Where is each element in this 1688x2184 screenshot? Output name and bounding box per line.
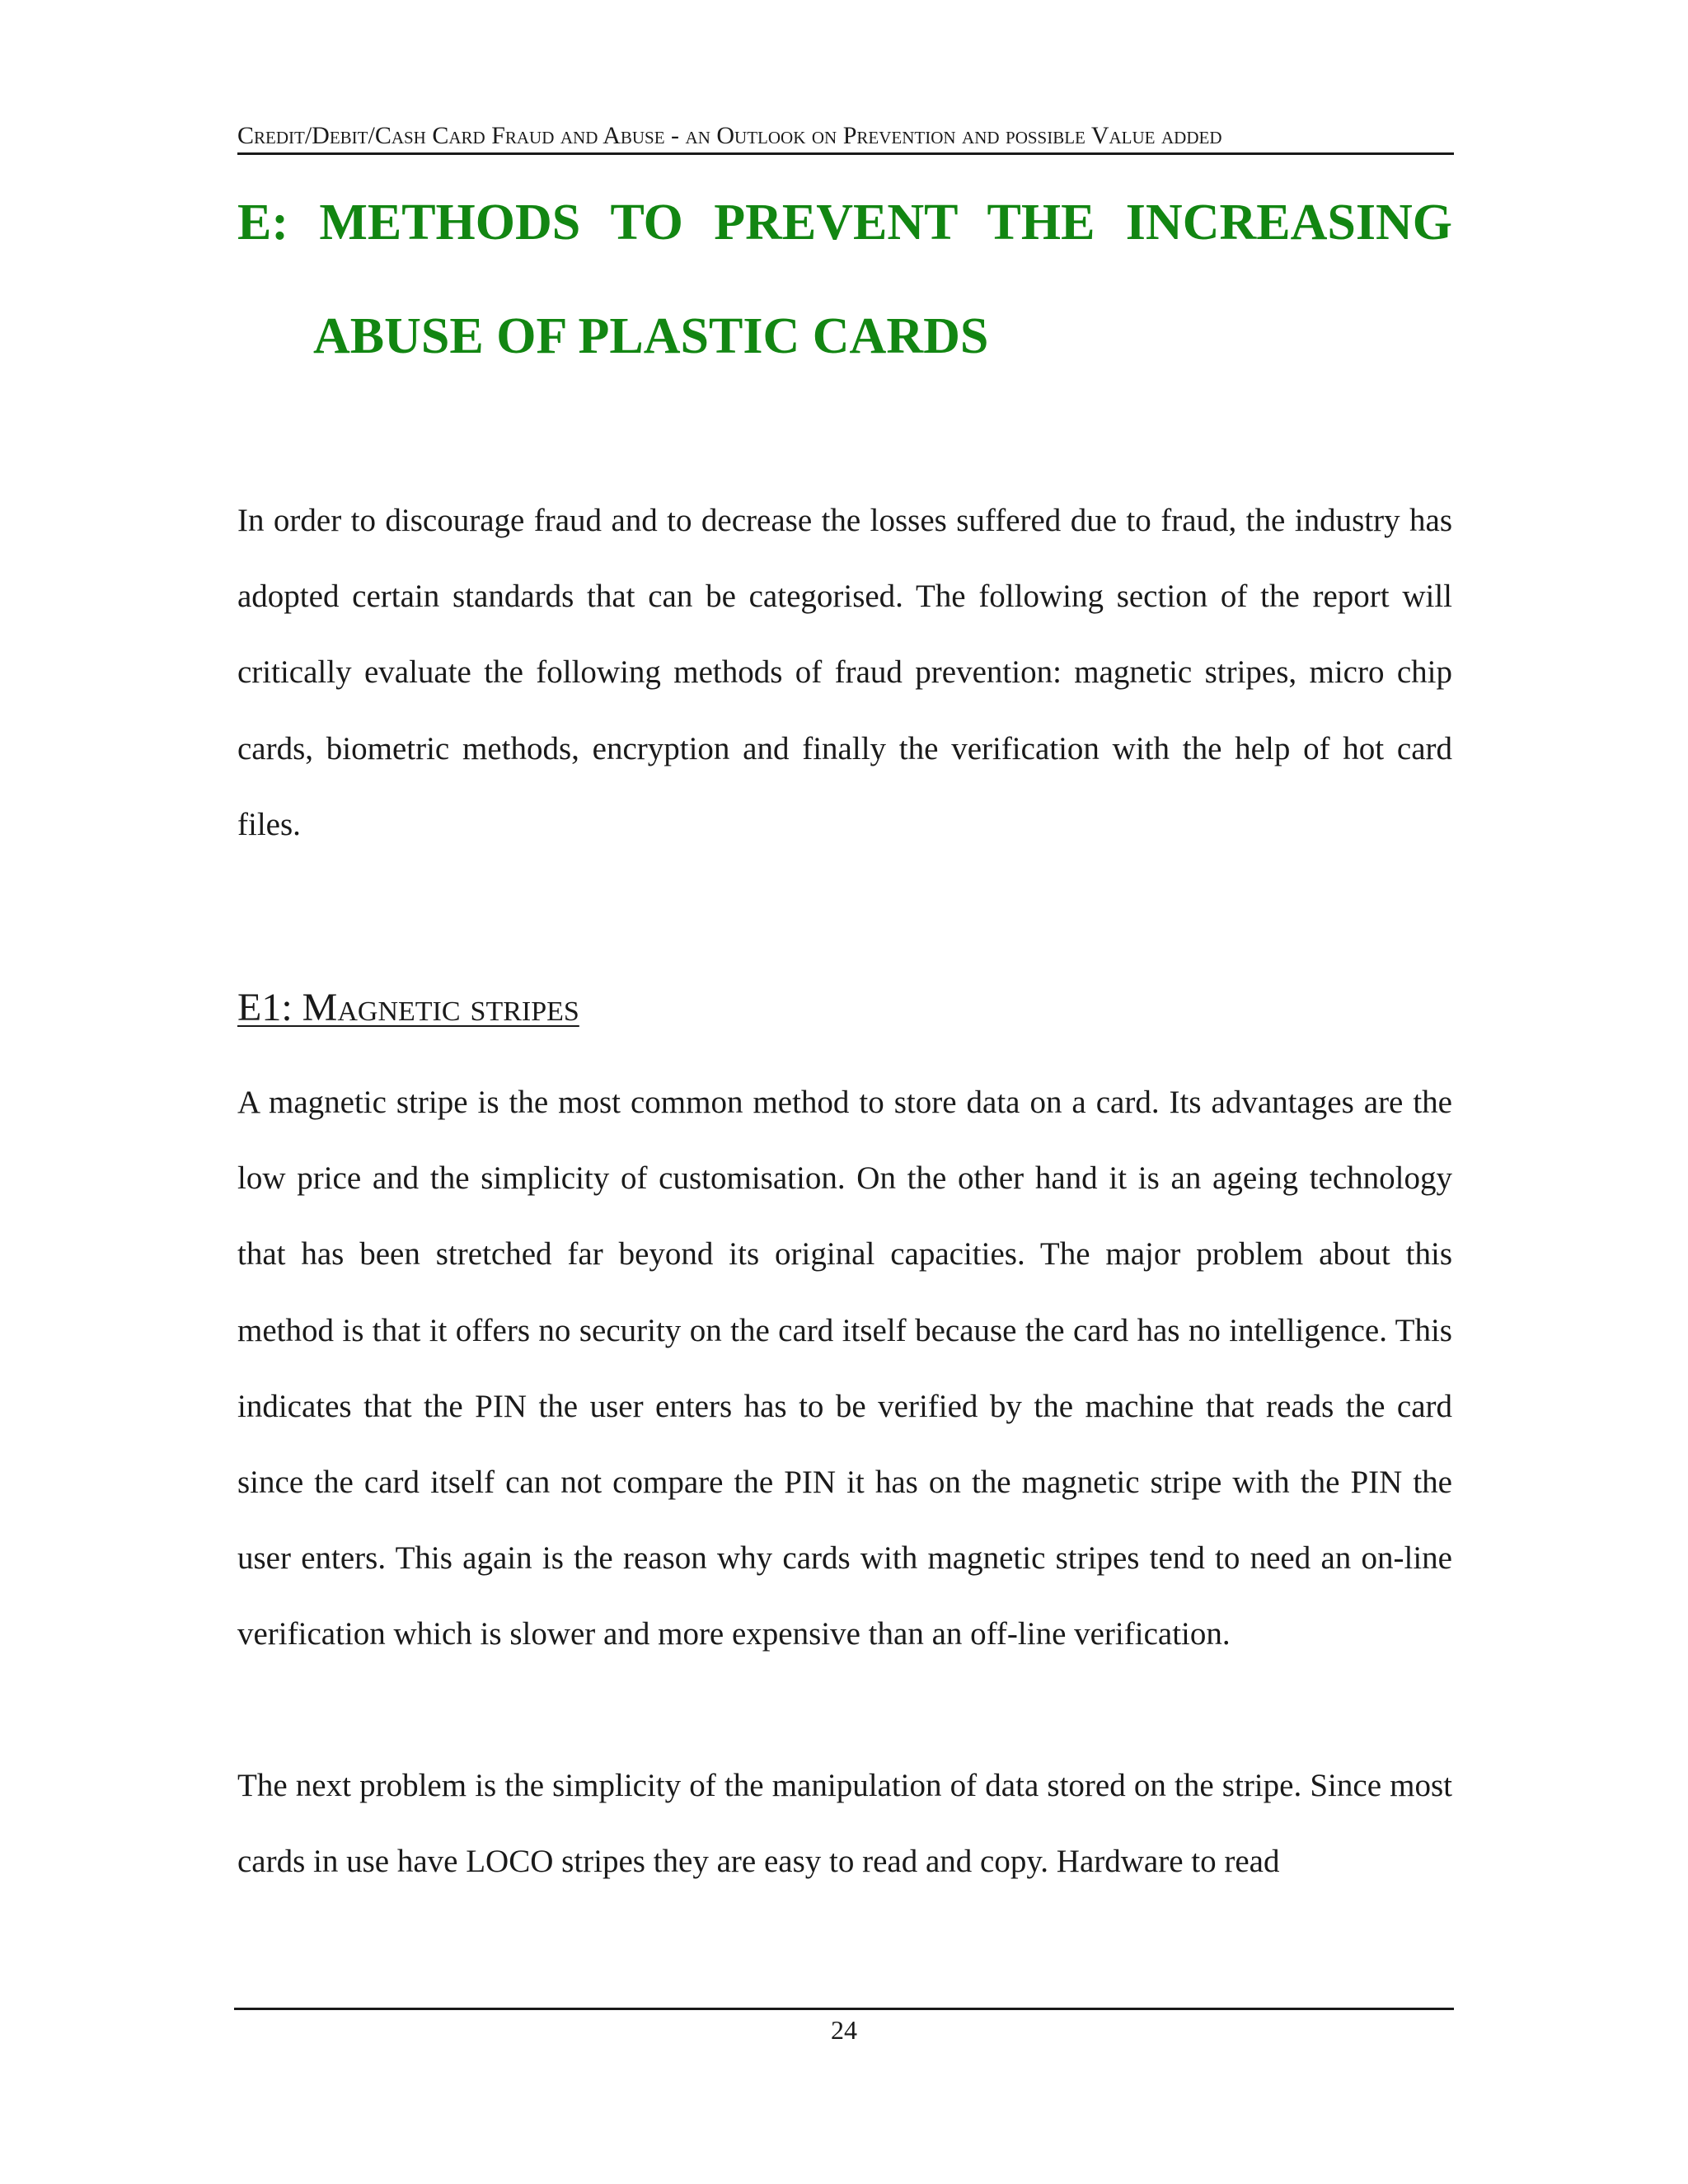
- chapter-title-line-2: ABUSE OF PLASTIC CARDS: [313, 308, 989, 364]
- magnetic-stripe-paragraph-1: A magnetic stripe is the most common method to store data on a card. Its advantages are the low price and the simplicity of customisation. On the other hand it is an ageing technology that has been stretched far beyond its original capacities. The major problem about this method is that it offers no security on the card itself because the card has no intelligence. This indicates that the PIN the user enters has to be verified by the machine that reads the card since the card itself can not compare the PIN it has on the magnetic stripe with the PIN the user enters. This again is the reason why cards with magnetic stripes tend to need an on-line verification which is slower and more expensive than an off-line verification.: [237, 1085, 1452, 1652]
- chapter-title: [237, 188, 1452, 371]
- intro-paragraph: In order to discourage fraud and to decrease the losses suffered due to fraud, the industry has adopted certain standards that can be categorised. The following section of the report will critically evaluate the following methods of fraud prevention: magnetic stripes, micro chip cards, biometric methods, encryption and finally the verification with the help of hot card files.: [237, 503, 1452, 842]
- page-number: 24: [831, 2015, 857, 2045]
- section-heading-e1: E1: Magnetic stripes: [237, 986, 579, 1029]
- magnetic-stripe-paragraph-2: The next problem is the simplicity of the manipulation of data stored on the stripe. Since most cards in use have LOCO stripes they are easy to read and copy. Hardware to read: [237, 1768, 1452, 1880]
- footer-rule: [234, 2008, 1454, 2010]
- chapter-title-line-1: E: METHODS TO PREVENT THE INCREASING: [237, 194, 1452, 251]
- header-rule: [237, 152, 1454, 155]
- running-header: Credit/Debit/Cash Card Fraud and Abuse - an Outlook on Prevention and possible Value added: [237, 122, 1222, 149]
